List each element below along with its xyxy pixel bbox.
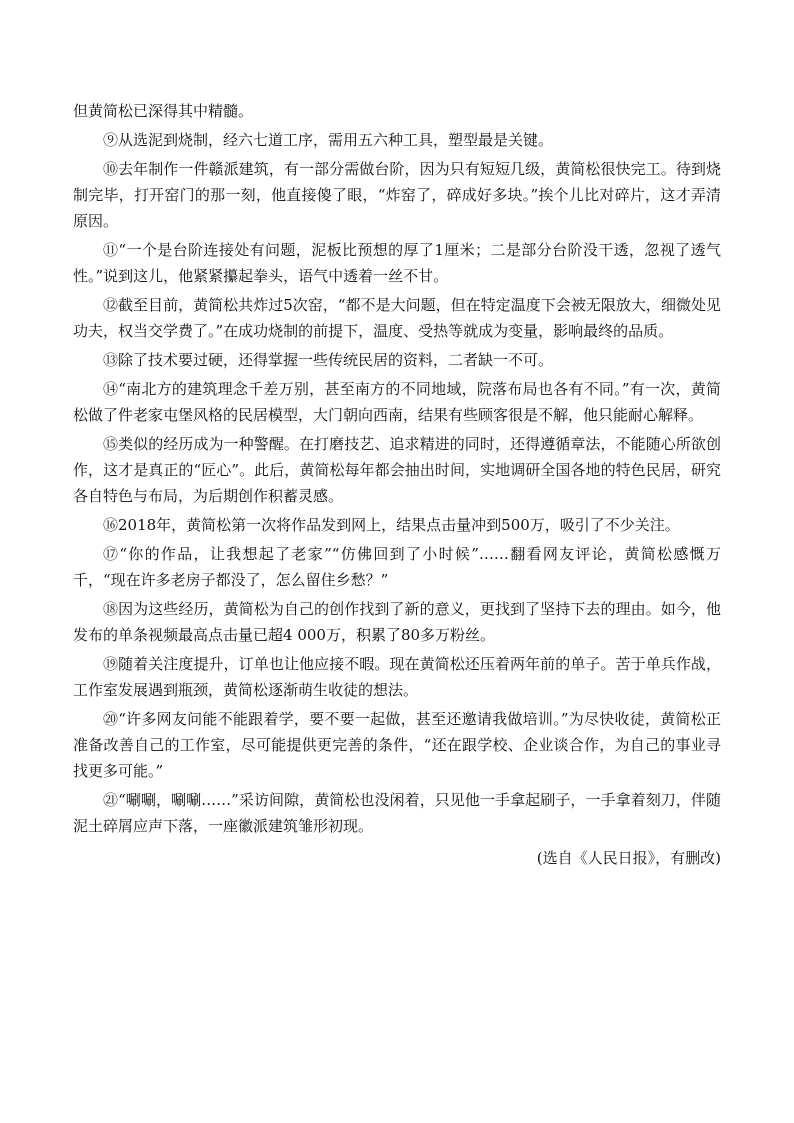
paragraph: ⑳“许多网友问能不能跟着学，要不要一起做，甚至还邀请我做培训。”为尽快收徒，黄简松正准备改善自己的工作室，尽可能提供更完善的条件，“还在跟学校、企业谈合作，为自己的事业寻找更多可能。” (73, 710, 721, 780)
paragraph: ⑫截至目前，黄简松共炸过5次窑，“都不是大问题，但在特定温度下会被无限放大，细微处见功夫，权当交学费了。”在成功烧制的前提下，温度、受热等就成为变量，影响最终的品质。 (73, 296, 721, 340)
paragraph: ⑮类似的经历成为一种警醒。在打磨技艺、追求精进的同时，还得遵循章法，不能随心所欲创作，这才是真正的“匠心”。此后，黄简松每年都会抽出时间，实地调研全国各地的特色民居，研究各自特色与布局，为后期创作积蓄灵感。 (73, 435, 721, 505)
paragraph: ⑲随着关注度提升，订单也让他应接不暇。现在黄简松还压着两年前的单子。苦于单兵作战，工作室发展遇到瓶颈，黄简松逐渐萌生收徒的想法。 (73, 655, 721, 699)
paragraph: ⑨从选泥到烧制，经六七道工序，需用五六种工具，塑型最是关键。 (103, 131, 554, 149)
paragraph: ⑬除了技术要过硬，还得掌握一些传统民居的资料，二者缺一不可。 (103, 351, 554, 369)
paragraph: ⑰“你的作品，让我想起了老家”“仿佛回到了小时候”……翻看网友评论，黄简松感慨万千，“现在许多老房子都没了，怎么留住乡愁？” (73, 545, 721, 589)
source-citation: (选自《人民日报》，有删改) (536, 849, 721, 867)
paragraph: ㉑“唰唰，唰唰……”采访间隙，黄简松也没闲着，只见他一手拿起刷子，一手拿着刻刀，伴随泥土碎屑应声下落，一座徽派建筑雏形初现。 (73, 791, 721, 835)
paragraph: ⑩去年制作一件赣派建筑，有一部分需做台阶，因为只有短短几级，黄简松很快完工。待到烧制完毕，打开窑门的那一刻，他直接傻了眼，“炸窑了，碎成好多块。”挨个儿比对碎片，这才弄清原因。 (73, 160, 721, 230)
paragraph: ⑱因为这些经历，黄简松为自己的创作找到了新的意义，更找到了坚持下去的理由。如今，他发布的单条视频最高点击量已超4 000万，积累了80多万粉丝。 (73, 600, 721, 644)
paragraph: ⑯2018年，黄简松第一次将作品发到网上，结果点击量冲到500万，吸引了不少关注。 (103, 516, 680, 534)
paragraph-list (73, 98, 721, 839)
paragraph: 但黄简松已深得其中精髓。 (73, 102, 254, 120)
article-body (73, 98, 721, 871)
paragraph: ⑪“一个是台阶连接处有问题，泥板比预想的厚了1厘米；二是部分台阶没干透，忽视了透气性。”说到这儿，他紧紧攥起拳头，语气中透着一丝不甘。 (73, 241, 721, 285)
paragraph: ⑭“南北方的建筑理念千差万别，甚至南方的不同地域，院落布局也各有不同。”有一次，黄简松做了件老家屯堡风格的民居模型，大门朝向西南，结果有些顾客很是不解，他只能耐心解释。 (73, 380, 721, 424)
